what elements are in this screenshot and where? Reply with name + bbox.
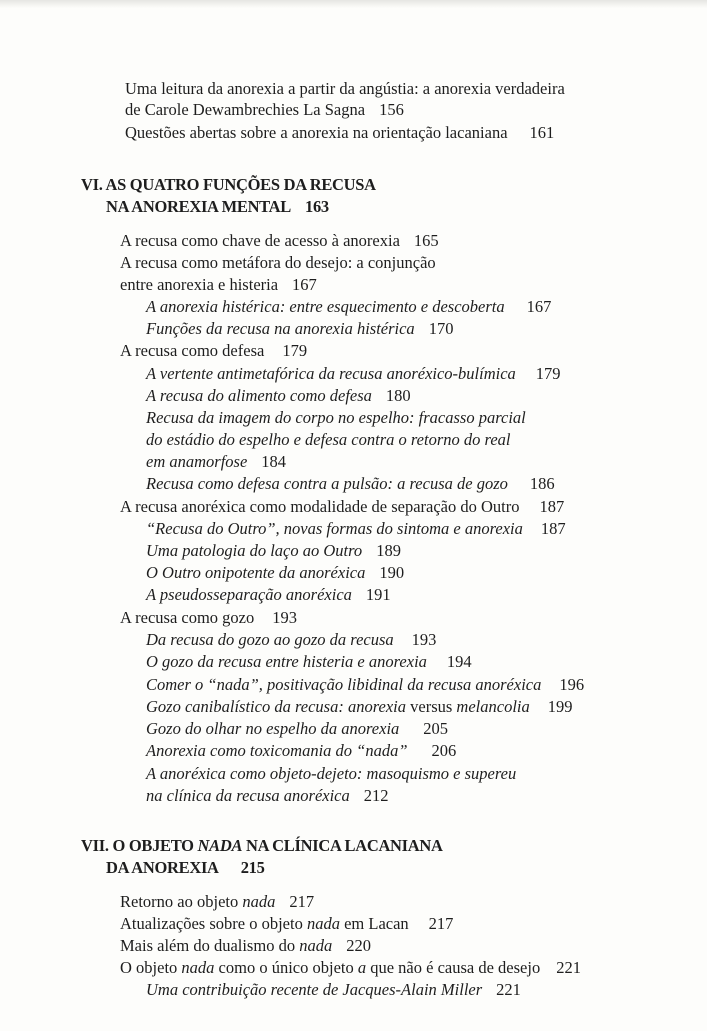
toc-section: A recusa como defesa 179 [120, 341, 308, 360]
page-number: 220 [346, 936, 371, 955]
chapter-heading: VII. O OBJETO NADA NA CLÍNICA LACANIANA [81, 836, 443, 855]
page-number: 217 [289, 892, 315, 911]
page-number: 187 [539, 497, 565, 516]
page-number: 165 [413, 231, 439, 250]
page-number: 191 [365, 585, 391, 604]
page-number: 221 [556, 958, 581, 977]
toc-subsection: Recusa da imagem do corpo no espelho: fracasso parcial [146, 408, 526, 427]
toc-section: Retorno ao objeto nada 217 [120, 892, 315, 911]
toc-subsection: Funções da recusa na anorexia histérica 170 [146, 319, 454, 338]
toc-subsection: “Recusa do Outro”, novas formas do sintoma e anorexia 187 [146, 519, 566, 538]
toc-subsection: Uma patologia do laço ao Outro 189 [146, 541, 401, 560]
toc-section: A recusa como metáfora do desejo: a conjunção [120, 253, 436, 272]
toc-section: Atualizações sobre o objeto nada em Lacan 217 [120, 914, 454, 933]
page-number: 180 [385, 386, 411, 405]
toc-subsection: do estádio do espelho e defesa contra o retorno do real [146, 430, 511, 449]
chapter-heading: VI. AS QUATRO FUNÇÕES DA RECUSA [81, 175, 376, 194]
page-number: 193 [272, 608, 297, 627]
chapter-heading-continued: NA ANOREXIA MENTAL 163 [106, 197, 329, 216]
page-number: 167 [292, 275, 317, 294]
toc-subsection: A recusa do alimento como defesa 180 [146, 386, 411, 405]
toc-section: A recusa como gozo 193 [120, 608, 297, 627]
page-number: 217 [428, 914, 454, 933]
chapter-heading-continued: DA ANOREXIA 215 [106, 858, 265, 877]
toc-entry: Questões abertas sobre a anorexia na orientação lacaniana 161 [125, 123, 555, 142]
toc-section: entre anorexia e histeria 167 [120, 275, 317, 294]
toc-entry: de Carole Dewambrechies La Sagna 156 [125, 100, 404, 119]
page-number: 205 [423, 719, 449, 738]
toc-subsection: Da recusa do gozo ao gozo da recusa 193 [146, 630, 437, 649]
page-number: 170 [428, 319, 454, 338]
toc-subsection: Anorexia como toxicomania do “nada” 206 [146, 741, 457, 760]
toc-section: A recusa anoréxica como modalidade de separação do Outro 187 [120, 497, 565, 516]
toc-subsection: A anorexia histérica: entre esquecimento e descoberta 167 [146, 297, 552, 316]
toc-subsection: Comer o “nada”, positivação libidinal da recusa anoréxica 196 [146, 675, 585, 694]
page-number: 189 [376, 541, 401, 560]
toc-subsection: Uma contribuição recente de Jacques-Alain Miller 221 [146, 980, 521, 999]
page-number: 206 [431, 741, 457, 760]
page-number: 161 [529, 123, 555, 142]
page-number: 186 [529, 474, 555, 493]
toc-subsection: na clínica da recusa anoréxica 212 [146, 786, 389, 805]
page-number: 221 [496, 980, 521, 999]
page-number: 179 [282, 341, 308, 360]
page-number: 184 [261, 452, 287, 471]
page-number: 215 [240, 858, 265, 877]
toc-section: O objeto nada como o único objeto a que não é causa de desejo 221 [120, 958, 581, 977]
toc-entry: Uma leitura da anorexia a partir da angústia: a anorexia verdadeira [125, 79, 565, 98]
page-edge-shadow [0, 0, 707, 8]
toc-subsection: em anamorfose 184 [146, 452, 287, 471]
page-number: 179 [535, 364, 561, 383]
page-number: 196 [559, 675, 585, 694]
toc-subsection: O Outro onipotente da anoréxica 190 [146, 563, 405, 582]
page-number: 190 [379, 563, 405, 582]
toc-subsection: A pseudosseparação anoréxica 191 [146, 585, 391, 604]
page-number: 199 [547, 697, 573, 716]
page-number: 193 [411, 630, 437, 649]
toc-section: Mais além do dualismo do nada 220 [120, 936, 371, 955]
page-number: 194 [446, 652, 472, 671]
toc-subsection: Gozo canibalístico da recusa: anorexia versus melancolia 199 [146, 697, 573, 716]
toc-subsection: Recusa como defesa contra a pulsão: a recusa de gozo 186 [146, 474, 555, 493]
toc-subsection: Gozo do olhar no espelho da anorexia 205 [146, 719, 449, 738]
toc-subsection: A vertente antimetafórica da recusa anoréxico-bulímica 179 [146, 364, 561, 383]
toc-subsection: O gozo da recusa entre histeria e anorexia 194 [146, 652, 472, 671]
page-number: 167 [526, 297, 552, 316]
page-number: 187 [540, 519, 566, 538]
page-number: 156 [379, 100, 404, 119]
toc-section: A recusa como chave de acesso à anorexia 165 [120, 231, 439, 250]
toc-subsection: A anoréxica como objeto-dejeto: masoquismo e supereu [146, 764, 517, 783]
page-number: 212 [363, 786, 389, 805]
page-number: 163 [305, 197, 329, 216]
